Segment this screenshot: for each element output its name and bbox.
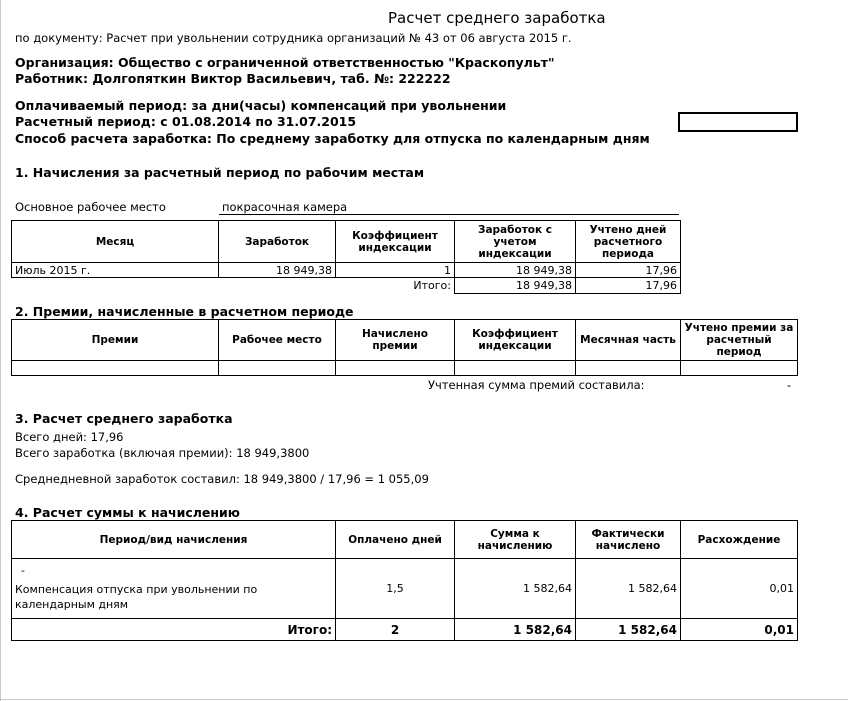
col-indexed: Заработок с учетом индексации xyxy=(455,221,576,263)
section1-table xyxy=(11,220,681,294)
section4-table xyxy=(11,520,798,641)
col-coef: Коэффициент индексации xyxy=(455,320,576,361)
cell-actual: 1 582,64 xyxy=(576,559,681,619)
bonus-sum-label: Учтенная сумма премий составила: xyxy=(428,378,645,392)
calc-period-line: Расчетный период: с 01.08.2014 по 31.07.2015 xyxy=(15,114,357,129)
col-accrued: Начислено премии xyxy=(336,320,455,361)
period-name: Компенсация отпуска при увольнении по календарным дням xyxy=(15,583,258,611)
section4-header-row xyxy=(12,521,798,559)
empty-cell xyxy=(681,361,798,376)
col-month: Месяц xyxy=(12,221,219,263)
total-diff: 0,01 xyxy=(681,619,798,641)
cell-paid-days: 1,5 xyxy=(336,559,455,619)
empty-cell xyxy=(455,361,576,376)
period-dash: - xyxy=(21,564,25,577)
total-earnings-line: Всего заработка (включая премии): 18 949,3800 xyxy=(15,446,310,460)
empty-cell xyxy=(576,361,681,376)
col-earnings: Заработок xyxy=(219,221,336,263)
frame-bottom-border xyxy=(0,699,848,700)
section1-header-row xyxy=(12,221,681,263)
col-workplace: Рабочее место xyxy=(219,320,336,361)
total-paid-days: 2 xyxy=(336,619,455,641)
total-due: 1 582,64 xyxy=(455,619,576,641)
col-coef: Коэффициент индексации xyxy=(336,221,455,263)
frame-left-border xyxy=(0,0,1,701)
cell-days: 17,96 xyxy=(576,263,681,278)
total-days-line: Всего дней: 17,96 xyxy=(15,430,124,444)
table-row xyxy=(12,361,798,376)
section2-header-row xyxy=(12,320,798,361)
empty-cell xyxy=(219,361,336,376)
table-row xyxy=(12,559,798,619)
col-counted: Учтено премии за расчетный период xyxy=(681,320,798,361)
cell-indexed: 18 949,38 xyxy=(455,263,576,278)
cell-diff: 0,01 xyxy=(681,559,798,619)
empty-cell xyxy=(336,361,455,376)
workplace-value: покрасочная камера xyxy=(222,200,348,214)
employee-line: Работник: Долгопяткин Виктор Васильевич, таб. №: 222222 xyxy=(15,71,451,86)
section1-heading: 1. Начисления за расчетный период по рабочим местам xyxy=(15,165,425,180)
section2-table xyxy=(11,319,798,376)
total-label: Итого: xyxy=(336,278,455,294)
section4-heading: 4. Расчет суммы к начислению xyxy=(15,505,240,520)
section4-total-row xyxy=(12,619,798,641)
empty-cell xyxy=(219,278,336,294)
cell-period xyxy=(12,559,336,619)
calc-method-line: Способ расчета заработка: По среднему заработку для отпуска по календарным дням xyxy=(15,131,650,146)
total-indexed: 18 949,38 xyxy=(455,278,576,294)
bonus-sum-value: - xyxy=(787,378,792,392)
avg-daily-line: Среднедневной заработок составил: 18 949,3800 / 17,96 = 1 055,09 xyxy=(15,472,429,486)
paid-period-line: Оплачиваемый период: за дни(часы) компенсаций при увольнении xyxy=(15,98,507,113)
col-bonus: Премии xyxy=(12,320,219,361)
cell-due: 1 582,64 xyxy=(455,559,576,619)
total-actual: 1 582,64 xyxy=(576,619,681,641)
col-period: Период/вид начисления xyxy=(12,521,336,559)
col-actual: Фактически начислено xyxy=(576,521,681,559)
empty-cell xyxy=(12,278,219,294)
workplace-label: Основное рабочее место xyxy=(15,200,166,214)
section2-heading: 2. Премии, начисленные в расчетном периоде xyxy=(15,304,354,319)
total-days: 17,96 xyxy=(576,278,681,294)
col-paid-days: Оплачено дней xyxy=(336,521,455,559)
empty-cell xyxy=(12,361,219,376)
cell-month: Июль 2015 г. xyxy=(12,263,219,278)
table-row xyxy=(12,263,681,278)
section3-heading: 3. Расчет среднего заработка xyxy=(15,411,233,426)
cell-earnings: 18 949,38 xyxy=(219,263,336,278)
workplace-underline xyxy=(219,214,679,215)
col-due: Сумма к начислению xyxy=(455,521,576,559)
organization-line: Организация: Общество с ограниченной ответственностью "Краскопульт" xyxy=(15,55,555,70)
document-subtitle: по документу: Расчет при увольнении сотрудника организаций № 43 от 06 августа 2015 г. xyxy=(15,31,572,45)
document-title: Расчет среднего заработка xyxy=(388,9,606,27)
total-label: Итого: xyxy=(12,619,336,641)
cell-coef: 1 xyxy=(336,263,455,278)
col-monthly: Месячная часть xyxy=(576,320,681,361)
black-frame-box xyxy=(678,112,798,132)
col-days: Учтено дней расчетного периода xyxy=(576,221,681,263)
col-diff: Расхождение xyxy=(681,521,798,559)
section1-total-row xyxy=(12,278,681,294)
